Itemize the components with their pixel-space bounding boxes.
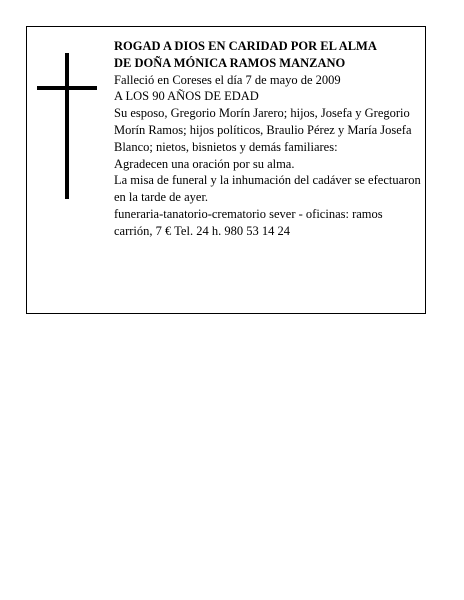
- funeral-home-info: funeraria-tanatorio-crematorio sever - oficinas: ramos carrión, 7 € Tel. 24 h. 980 53 14 24: [114, 206, 383, 238]
- notice-heading-line1: ROGAD A DIOS EN CARIDAD POR EL ALMA: [114, 39, 377, 53]
- funeral-info: La misa de funeral y la inhumación del cadáver se efectuaron en la tarde de ayer.: [114, 173, 421, 205]
- death-info: Falleció en Coreses el día 7 de mayo de 2009: [114, 72, 341, 87]
- notice-heading-line2: DE DOÑA MÓNICA RAMOS MANZANO: [114, 55, 346, 70]
- notice-text: [114, 38, 424, 240]
- family-list: Su esposo, Gregorio Morín Jarero; hijos, Josefa y Gregorio Morín Ramos; hijos políticos, Braulio Pérez y María Josefa Blanco; nietos, bisnietos y demás familiares:: [114, 106, 412, 154]
- cross-vertical-bar: [65, 53, 69, 199]
- cross-icon: [37, 53, 97, 199]
- age-line: A LOS 90 AÑOS DE EDAD: [114, 89, 259, 104]
- obituary-notice: [26, 26, 426, 314]
- cross-horizontal-bar: [37, 86, 97, 90]
- prayer-line: Agradecen una oración por su alma.: [114, 156, 295, 171]
